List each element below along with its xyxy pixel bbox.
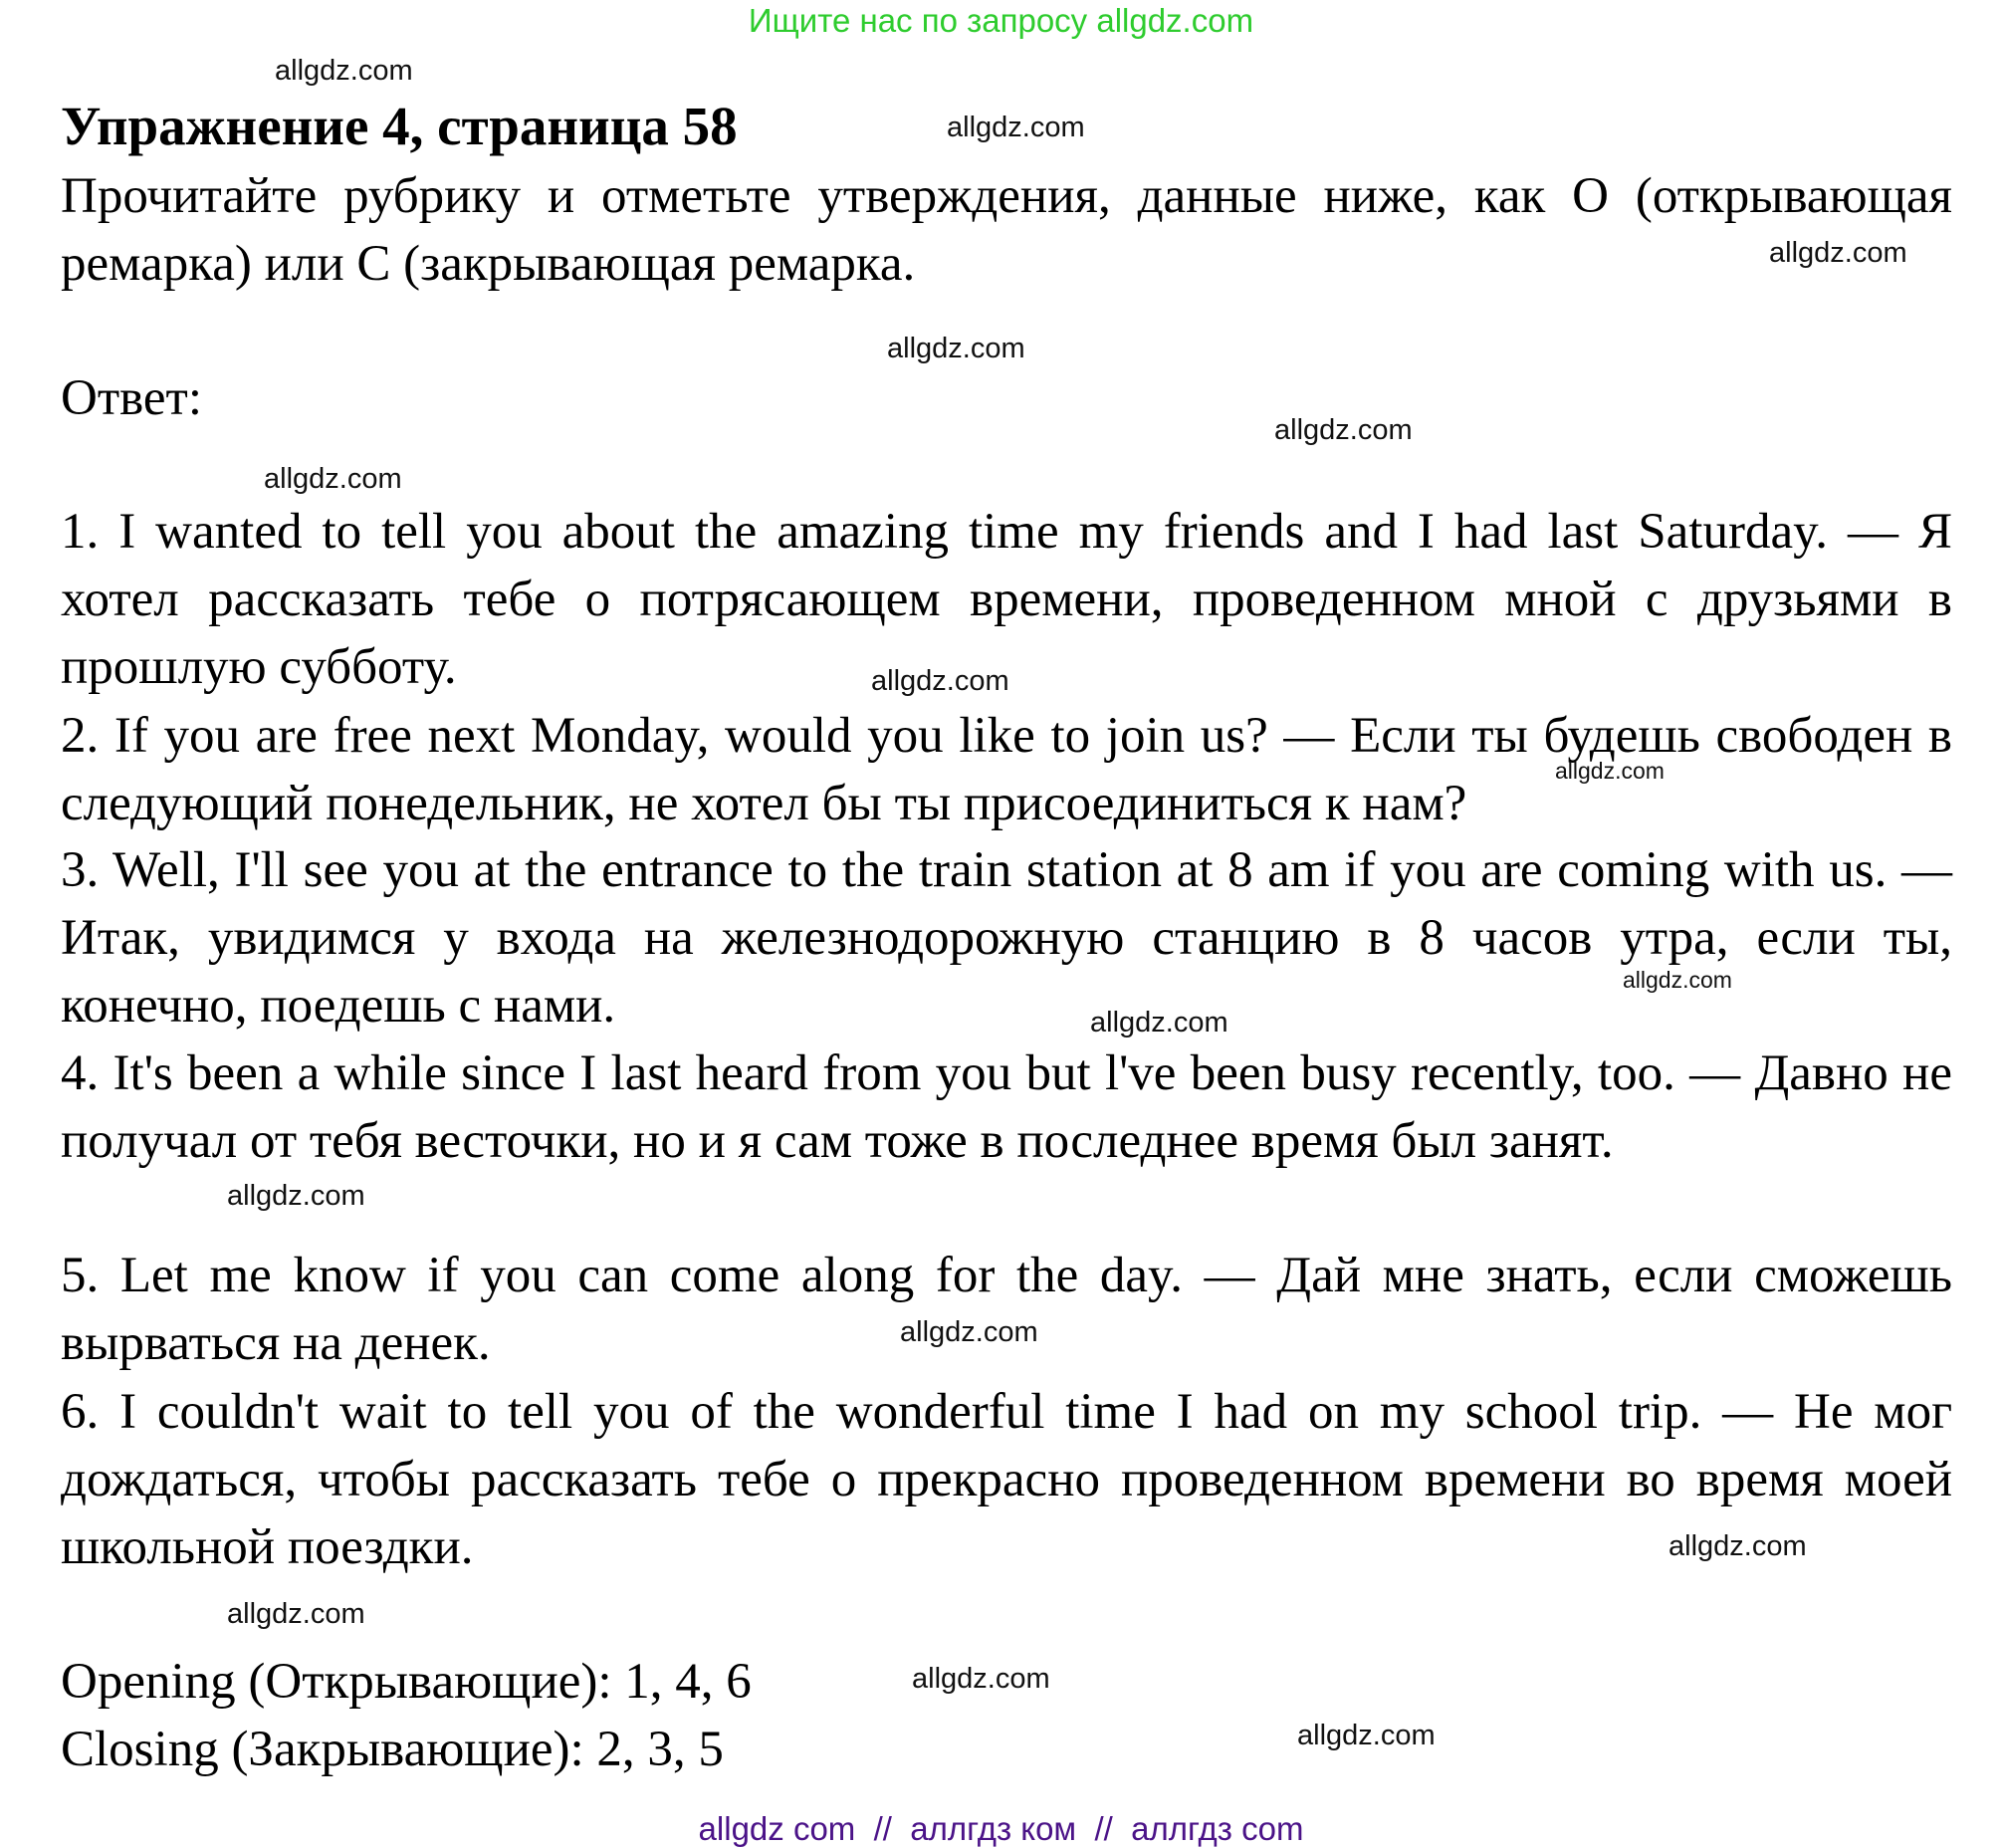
- search-banner: Ищите нас по запросу allgdz.com: [748, 2, 1254, 39]
- watermark: allgdz.com: [900, 1316, 1038, 1348]
- watermark: allgdz.com: [912, 1663, 1050, 1695]
- page-title: Упражнение 4, страница 58: [61, 96, 738, 156]
- opening-summary: Opening (Открывающие): 1, 4, 6: [61, 1654, 752, 1710]
- watermark: allgdz.com: [227, 1598, 365, 1630]
- answer-item-3: 3. Well, I'll see you at the entrance to the train station at 8 am if you are coming with us. —Итак, увидимся у входа на железнодорожную станцию в 8 часов утра, если ты, конечно, поедешь с нами.: [61, 842, 1952, 1034]
- watermark: allgdz.com: [1090, 1007, 1228, 1039]
- watermark: allgdz.com: [275, 55, 413, 87]
- instruction-text: Прочитайте рубрику и отметьте утверждения, данные ниже, как О (открывающая ремарка) или С (закрывающая ремарка.: [61, 168, 1952, 292]
- answer-item-1: 1. I wanted to tell you about the amazing time my friends and I had last Saturday. — Я хотел рассказать тебе о потрясающем времени, проведенном мной с друзьями в прошлую субботу.: [61, 504, 1952, 695]
- watermark: allgdz.com: [264, 463, 402, 495]
- watermark: allgdz.com: [947, 112, 1085, 143]
- watermark: allgdz.com: [1555, 758, 1665, 784]
- watermark: allgdz.com: [1297, 1720, 1436, 1751]
- watermark: allgdz.com: [1623, 967, 1732, 993]
- answer-label: Ответ:: [61, 370, 202, 426]
- watermark: allgdz.com: [227, 1180, 365, 1212]
- footer-links[interactable]: allgdz com // аллгдз ком // аллгдз com: [698, 1810, 1304, 1847]
- closing-summary: Closing (Закрывающие): 2, 3, 5: [61, 1722, 724, 1777]
- answer-item-6: 6. I couldn't wait to tell you of the wonderful time I had on my school trip. — Не мог дождаться, чтобы рассказать тебе о прекрасно проведенном времени во время моей школьной поездки.: [61, 1384, 1952, 1575]
- watermark: allgdz.com: [1274, 414, 1413, 446]
- answer-item-4: 4. It's been a while since I last heard from you but l've been busy recently, too. — Давно не получал от тебя весточки, но и я сам тоже в последнее время был занят.: [61, 1045, 1952, 1169]
- watermark: allgdz.com: [887, 333, 1025, 364]
- watermark: allgdz.com: [1769, 237, 1907, 269]
- answer-item-5: 5. Let me know if you can come along for the day. — Дай мне знать, если сможешь вырваться на денек.: [61, 1248, 1952, 1371]
- answer-item-2: 2. If you are free next Monday, would you like to join us? — Если ты будешь свободен в следующий понедельник, не хотел бы ты присоединиться к нам?: [61, 708, 1952, 831]
- watermark: allgdz.com: [1668, 1530, 1807, 1562]
- watermark: allgdz.com: [871, 665, 1009, 697]
